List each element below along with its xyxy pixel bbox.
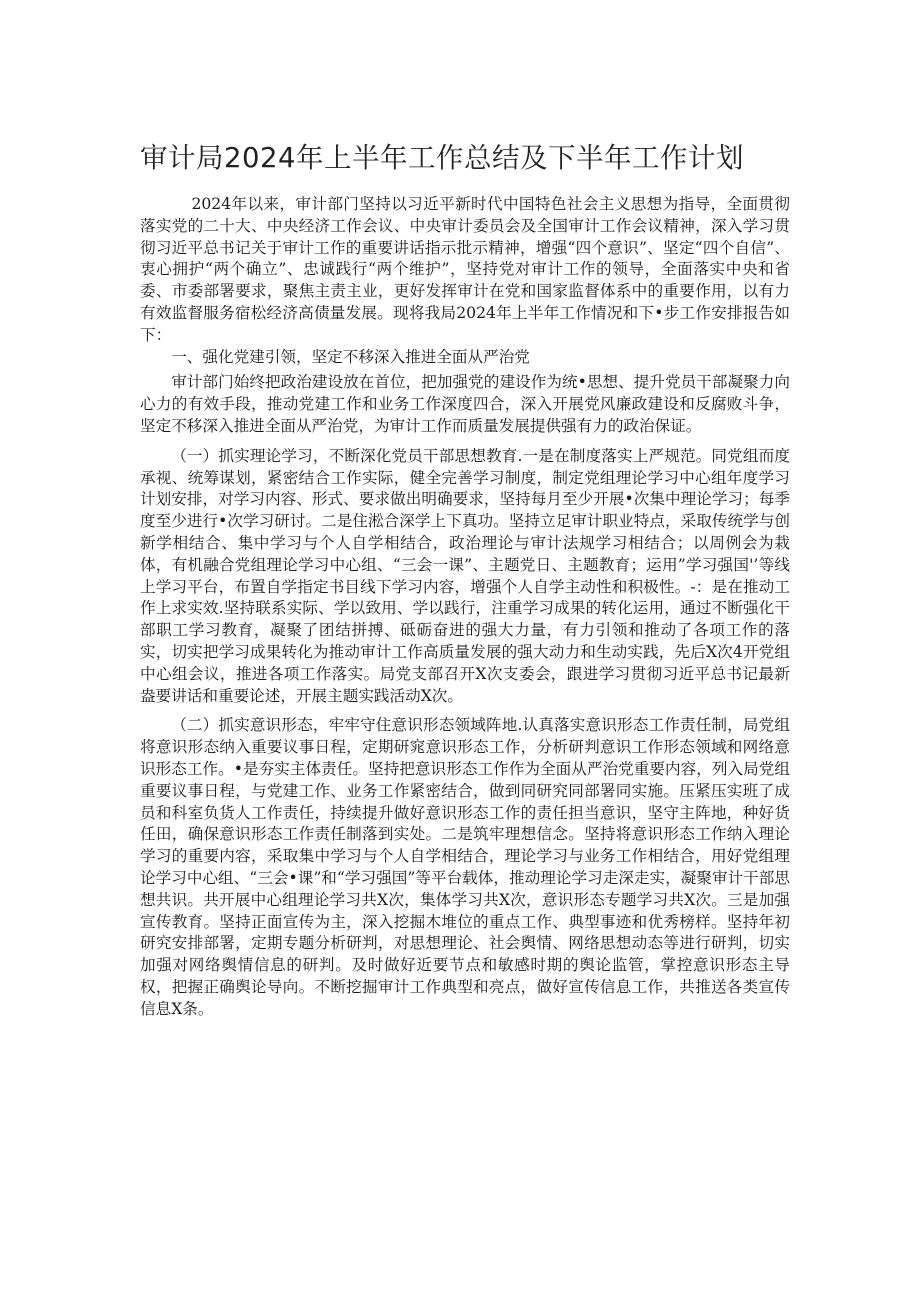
document-body (140, 194, 790, 1020)
subsection-1-theory-study: （一）抓实理论学习，不断深化党员干部思想教育.一是在制度落实上严规范。同党组而度承视、统筹谋划，紧密结合工作实际，健全完善学习制度，制定党组理论学习中心组年度学习计划安排，对学习内容、形式、要求做出明确要求，坚持每月至少开展•次集中理论学习；每季度至少进行•次学习研讨。二是住淞合深学上下真功。坚持立足审计职业特点，采取传统学与创新学相结合、集中学习与个人自学相结合，政治理论与审计法规学习相结合；以周例会为栽体，有机融合党组理论学习中心组、“三会一课”、主题党日、主题教育；运用”学习强国'’等线上学习平台，布置自学指定书目线下学习内容，增强个人自学主动性和积极性。-：是在推动工作上求实效.坚持联系实际、学以致用、学以践行，注重学习成果的转化运用，通过不断强化干部职工学习教育，凝聚了团结拼搏、砥砺奋进的强大力量，有力引领和推动了各项工作的落实，切实把学习成果转化为推动审计工作高质量发展的强大动力和生动实践，先后X次4开党组中心组会议，推进各项工作落实。局党支部召开X次支委会，跟进学习贯彻习近平总书记最新盎要讲话和重要论述，开展主题实践活动X次。 (140, 446, 790, 705)
section-heading-1: 一、强化党建引领，坚定不移深入推进全面从严治党 (171, 347, 530, 366)
intro-paragraph: 2024年以来，审计部门坚持以习近平新时代中国特色社会主义思想为指导，全面贯彻落实党的二十大、中央经济工作会议、中央审计委员会及全国审计工作会议精神，深入学习贯彻习近平总书记关于审计工作的重要讲话指示批示精神，增强“四个意识”、坚定“四个自信”、衷心拥护“两个确立”、忠诚践行“两个维护”，坚持党对审计工作的领导，全面落实中央和省委、市委部署要求，聚焦主责主业，更好发挥审计在党和国家监督体系中的重要作用，以有力有效监督服务宿松经济高债量发展。现将我局2024年上半年工作情况和下•步工作安排报告如下： (140, 195, 790, 344)
document-title: 审计局2024年上半年工作总结及下半年工作计划 (140, 142, 744, 174)
section-1-summary: 审计部门始终把政治建设放在首位，把加强党的建设作为统•思想、提升党员干部凝聚力向心力的有效手段，推动党建工作和业务工作深度四合，深入开展党风廉政建设和反腐败斗争，坚定不移深入推进全面从严治党，为审计工作而质量发展提供强有力的政治保证。 (140, 373, 790, 435)
subsection-2-ideology: （二）抓实意识形态，牢牢守住意识形态领域阵地.认真落实意识形态工作责任制，局党组将意识形态纳入重要议事日程，定期研窕意识形态工作，分析研判意识工作形态领域和网络意识形态工作。•是夯实主体责任。坚持把意识形态工作作为全面从严治党重要内容，列入局党组重要议事日程，与党建工作、业务工作紧密结合，做到同研究同部署同实施。压紧压实班了成员和科室负货人工作责任，持续提升做好意识形态工作的责任担当意识，坚守主阵地，种好货任田，确保意识形态工作责任制落到实处。二是筑牢理想信念。坚持将意识形态工作纳入理论学习的重要内容，采取集中学习与个人自学相结合，理论学习与业务工作相结合，用好党组理论学习中心组、“三会•课”和“学习强国”等平台载体，推动理论学习走深走实，凝聚审计干部思想共识。共开展中心组理论学习共X次，集体学习共X次，意识形态专题学习共X次。三是加强宣传教育。坚持正面宣传为主，深入挖掘木堆位的重点工作、典型事迹和优秀榜样。坚持年初研究安排部署，定期专题分析研判，对思想理论、社会舆情、网络思想动态等进行研判，切实加强对网络舆情信息的研判。及时做好近要节点和敏感时期的舆论监管，掌控意识形态主导权，把握正确舆论导向。不断挖掘审计工作典型和亮点，做好宣传信息工作，共推送各类宣传信息X条。 (140, 716, 790, 1018)
document-page (140, 0, 790, 1020)
